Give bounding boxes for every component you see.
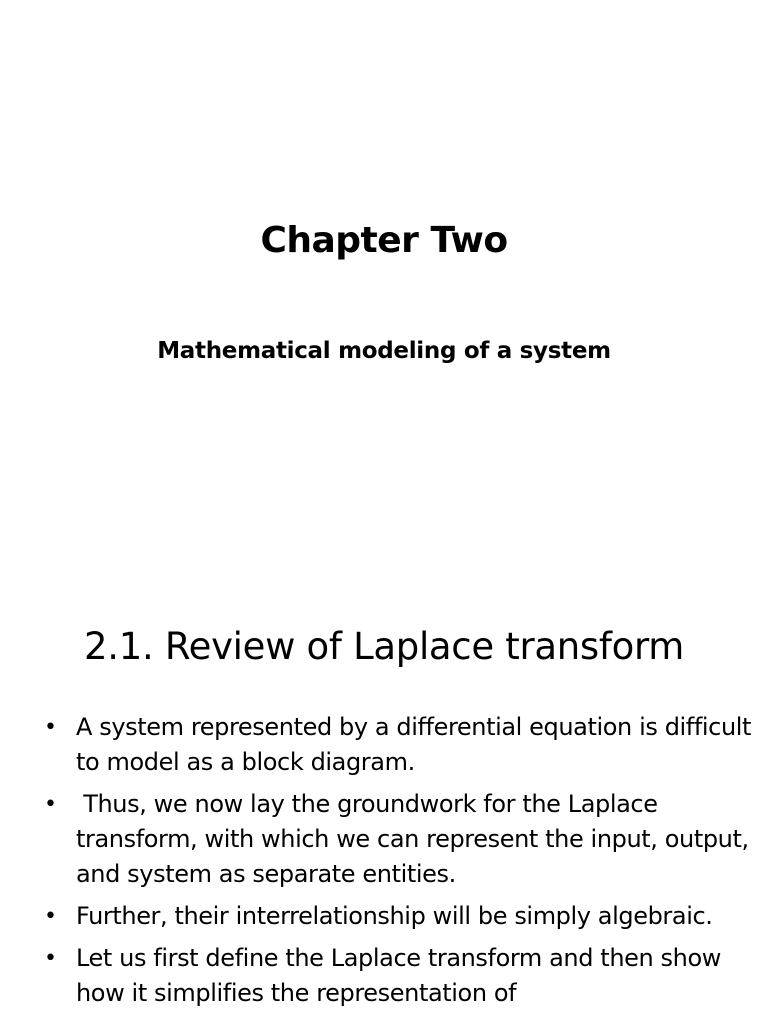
laplace-review-slide: [0, 598, 768, 1024]
bullet-text: Thus, we now lay the groundwork for the Laplace transform, with which we can represent the input, output, and system as separate entities.: [76, 790, 756, 888]
bullet-icon: •: [44, 715, 57, 740]
bullet-icon: •: [44, 904, 57, 929]
bullet-text: Further, their interrelationship will be simply algebraic.: [76, 902, 713, 930]
section-title: 2.1. Review of Laplace transform: [84, 625, 684, 668]
chapter-subtitle: Mathematical modeling of a system: [157, 338, 611, 364]
bullet-item: [40, 787, 756, 892]
bullet-item: [40, 710, 752, 780]
bullet-list: [40, 710, 756, 1018]
bullet-icon: •: [44, 946, 57, 971]
bullet-icon: •: [44, 792, 57, 817]
bullet-item: [40, 899, 752, 934]
bullet-text: A system represented by a differential equation is difficult to model as a block diagram.: [76, 713, 752, 776]
bullet-item: [40, 941, 752, 1011]
chapter-title: Chapter Two: [260, 220, 508, 261]
bullet-text: Let us first define the Laplace transform and then show how it simplifies the representation of: [76, 944, 721, 1007]
